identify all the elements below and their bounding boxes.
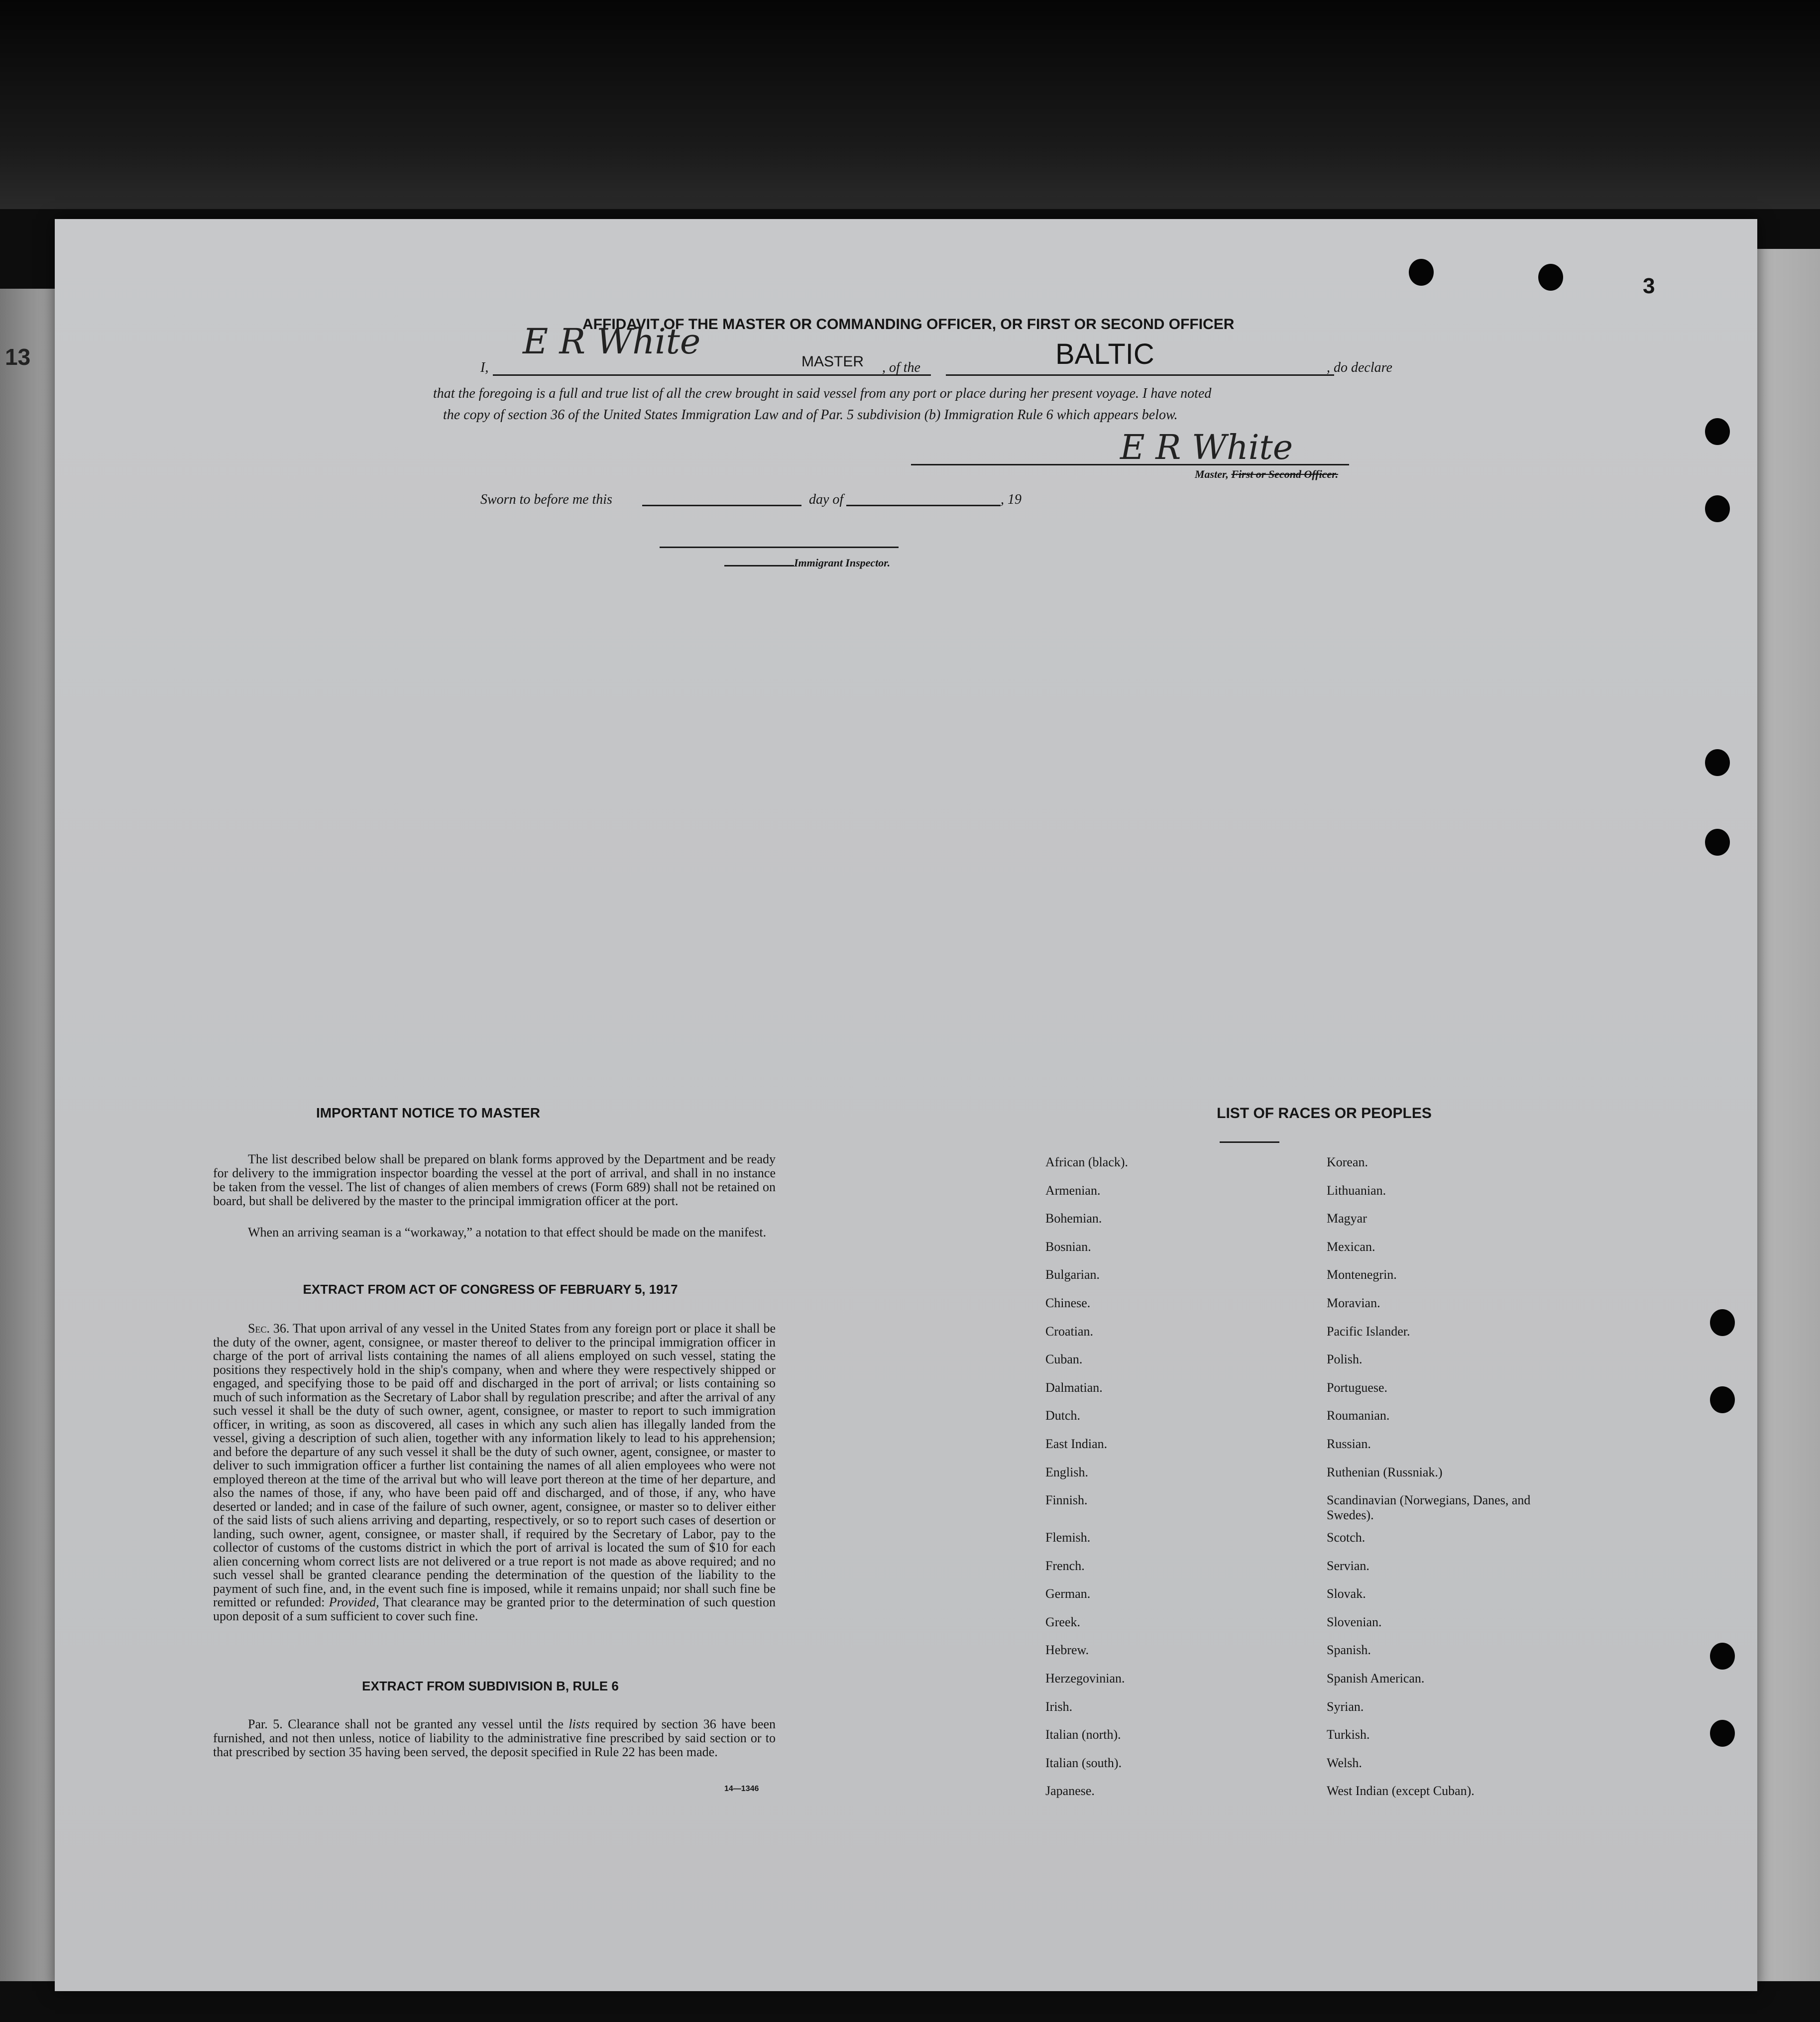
race-item: Italian (south). [1045,1755,1122,1770]
race-item: Scandinavian (Norwegians, Danes, and Swedes). [1327,1493,1531,1523]
race-item: Mexican. [1327,1239,1375,1254]
vessel-name: BALTIC [1055,338,1154,370]
affidavit-i-label: I, [480,360,489,375]
par-5-text: Par. 5. Clearance shall not be granted any vessel until the lists required by section 36 have been furnished, and not then unless, notice of liability to the administrative fine prescribed by said section or to that prescribed by section 35 having been served, the deposit specified in Rule 22 has been made. [213,1717,776,1759]
race-item: Bosnian. [1045,1239,1091,1254]
inspector-label: Immigrant Inspector. [794,557,891,569]
inspector-line-1 [660,547,899,548]
punch-hole [1705,829,1730,856]
race-item: Greek. [1045,1614,1081,1629]
race-item: Turkish. [1327,1727,1370,1742]
inspector-line-2 [724,565,794,566]
punch-hole [1409,259,1434,286]
punch-hole [1710,1720,1735,1747]
race-item: Armenian. [1045,1183,1101,1198]
race-item: Croatian. [1045,1324,1094,1339]
races-title: LIST OF RACES OR PEOPLES [1217,1105,1432,1122]
punch-hole [1538,264,1563,291]
underlying-sheet-left [0,289,55,1981]
race-item: Lithuanian. [1327,1183,1386,1198]
race-item: Italian (north). [1045,1727,1121,1742]
notice-paragraph-2: When an arriving seaman is a “workaway,” a notation to that effect should be made on the manifest. [248,1225,767,1239]
race-item: Finnish. [1045,1493,1088,1508]
manifest-page [55,219,1757,1991]
of-the-label: , of the [882,360,920,375]
race-item: Scotch. [1327,1530,1365,1545]
year-prefix: , 19 [1001,492,1022,507]
race-item: Dalmatian. [1045,1380,1103,1395]
race-item: Servian. [1327,1558,1369,1573]
do-declare-label: , do declare [1327,360,1392,375]
film-border-top [0,0,1820,209]
vessel-line [946,374,1334,376]
declaration-line-1: that the foregoing is a full and true list of all the crew brought in said vessel from any port or place during her present voyage. I have noted [433,386,1212,401]
extract-1917-title: EXTRACT FROM ACT OF CONGRESS OF FEBRUARY 5, 1917 [303,1282,678,1297]
signer-name: E R White [523,321,701,362]
race-item: Moravian. [1327,1296,1380,1310]
race-item: Montenegrin. [1327,1267,1397,1282]
race-item: English. [1045,1464,1088,1479]
punch-hole [1710,1309,1735,1336]
form-code: 14—1346 [724,1785,759,1793]
race-item: Ruthenian (Russniak.) [1327,1464,1443,1479]
race-item: Japanese. [1045,1784,1095,1798]
section-36-text: Sec. 36. That upon arrival of any vessel in the United States from any foreign port or place it shall be the duty of the owner, agent, consignee, or master thereof to deliver to the principal immigration officer in charge of the port of arrival lists containing the names of all aliens employed on such vessel, stating the positions they respectively hold in the ship's company, when and where they were respectively shipped or engaged, and specifying those to be paid off and discharged in the port of arrival; or lists containing so much of such information as the Secretary of Labor shall by regulation prescribe; and after the arrival of any such vessel it shall be the duty of such owner, agent, consignee, or master to report to such immigration officer, in writing, as soon as discovered, all cases in which any such alien has illegally landed from the vessel, giving a description of such alien, together with any information likely to lead to his apprehension; and before the departure of any such vessel it shall be the duty of such owner, agent, consignee, or master to deliver to such immigration officer a further list containing the names of all alien employees who were not employed thereon at the time of the arrival but who will leave port thereon at the time of her departure, and also the names of those, if any, who have been paid off and discharged, and of those, if any, who have deserted or landed; and in case of the failure of such owner, agent, consignee, or master so to deliver either of the said lists of such aliens arriving and departing, respectively, or so to report such cases of desertion or landing, such owner, agent, consignee, or master shall, if required by the Secretary of Labor, pay to the collector of customs of the customs district in which the port of arrival is located the sum of $10 for each alien concerning whom correct lists are not delivered or a true report is not made as above required; and no such vessel shall be granted clearance pending the determination of the question of the liability to the payment of such fine, and, in the event such fine is imposed, while it remains unpaid; nor shall such fine be remitted or refunded: Provided, That clearance may be granted prior to the determination of such question upon deposit of a sum sufficient to cover such fine. [213,1321,776,1623]
race-item: East Indian. [1045,1437,1108,1451]
punch-hole [1705,418,1730,445]
race-item: African (black). [1045,1155,1129,1169]
day-of-label: day of [809,492,844,507]
race-item: Polish. [1327,1352,1363,1367]
sworn-label: Sworn to before me this [480,492,612,507]
extract-rule6-title: EXTRACT FROM SUBDIVISION B, RULE 6 [362,1679,619,1693]
race-item: West Indian (except Cuban). [1327,1784,1475,1798]
race-item: Slovenian. [1327,1614,1382,1629]
punch-hole [1710,1386,1735,1413]
notice-title: IMPORTANT NOTICE TO MASTER [316,1105,541,1121]
race-item: Herzegovinian. [1045,1671,1125,1685]
rank-field: MASTER [801,353,864,370]
race-item: Roumanian. [1327,1408,1390,1423]
race-item: Chinese. [1045,1296,1091,1310]
race-item: Korean. [1327,1155,1368,1169]
race-item: Hebrew. [1045,1643,1089,1658]
affidavit-title: AFFIDAVIT OF THE MASTER OR COMMANDING OFFICER, OR FIRST OR SECOND OFFICER [582,316,1235,333]
name-line [493,374,931,376]
declaration-line-2: the copy of section 36 of the United States Immigration Law and of Par. 5 subdivision (b) Immigration Rule 6 which appears below. [443,407,1178,423]
race-item: French. [1045,1558,1085,1573]
corner-mark: 3 [1643,274,1655,298]
race-item: Magyar [1327,1211,1367,1226]
race-item: Irish. [1045,1699,1073,1714]
race-item: Syrian. [1327,1699,1364,1714]
sworn-day-line [642,505,801,506]
race-item: Dutch. [1045,1408,1081,1423]
sworn-month-line [846,505,1001,506]
notice-paragraph-1: The list described below shall be prepared on blank forms approved by the Department and be ready for delivery to the immigration inspector boarding the vessel at the port of arrival, and shall in no instance be taken from the vessel. The list of changes of alien members of crews (Form 689) shall not be retained on board, but shall be delivered by the master to the principal immigration officer at the port. [213,1152,776,1208]
punch-hole [1705,749,1730,776]
race-item: Portuguese. [1327,1380,1388,1395]
race-item: Pacific Islander. [1327,1324,1410,1339]
punch-hole [1705,495,1730,522]
race-item: Bohemian. [1045,1211,1102,1226]
race-item: Slovak. [1327,1586,1366,1601]
races-title-rule [1220,1141,1279,1143]
master-label: Master, First or Second Officer. [1195,468,1339,480]
race-item: Welsh. [1327,1755,1362,1770]
race-item: Flemish. [1045,1530,1091,1545]
race-item: German. [1045,1586,1091,1601]
struck-officer-label: First or Second Officer. [1231,468,1339,480]
underlying-sheet-tag: 13 [5,344,31,370]
master-signature: E R White [1120,428,1293,467]
race-item: Cuban. [1045,1352,1083,1367]
race-item: Spanish American. [1327,1671,1425,1685]
race-item: Spanish. [1327,1643,1371,1658]
race-item: Russian. [1327,1437,1371,1451]
race-item: Bulgarian. [1045,1267,1100,1282]
punch-hole [1710,1643,1735,1670]
